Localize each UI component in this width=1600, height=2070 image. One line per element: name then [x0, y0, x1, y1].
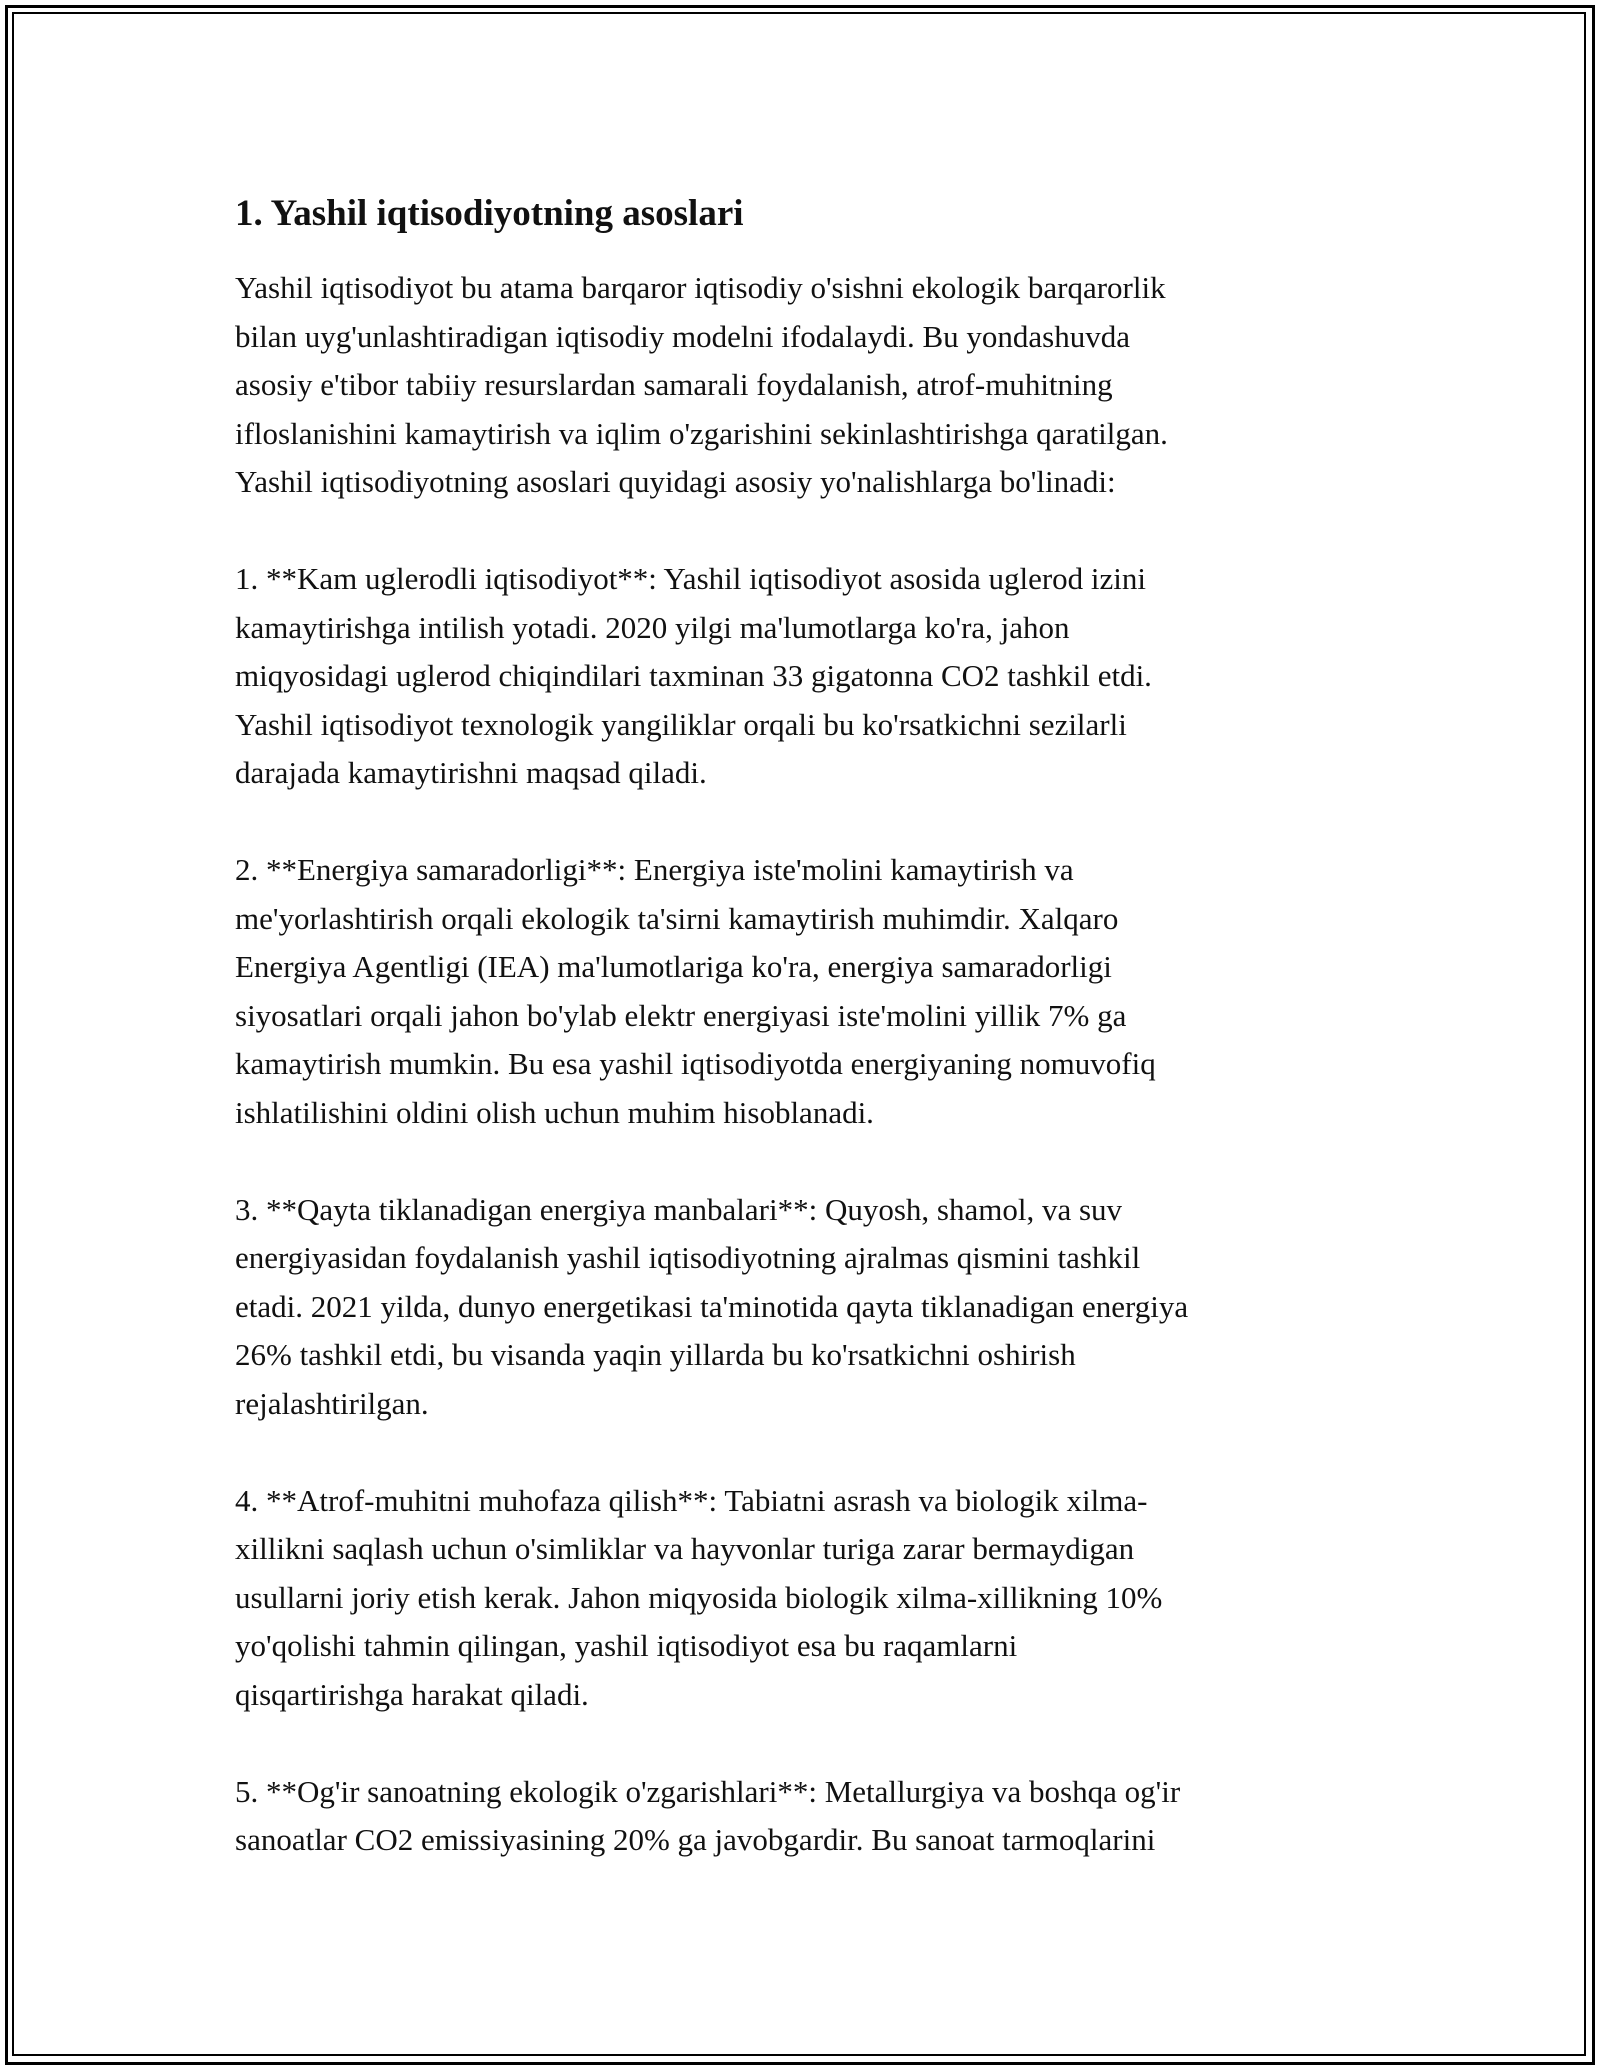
- paragraph-item-3: [235, 1186, 1375, 1429]
- text-line: siyosatlari orqali jahon bo'ylab elektr energiyasi iste'molini yillik 7% ga: [235, 997, 1127, 1033]
- text-line: Energiya Agentligi (IEA) ma'lumotlariga ko'ra, energiya samaradorligi: [235, 949, 1112, 984]
- text-line: me'yorlashtirish orqali ekologik ta'sirni kamaytirish muhimdir. Xalqaro: [235, 900, 1119, 936]
- paragraph-item-4: [235, 1477, 1375, 1720]
- paragraph-item-1: [235, 555, 1375, 798]
- text-line: usullarni joriy etish kerak. Jahon miqyosida biologik xilma-xillikning 10%: [235, 1579, 1163, 1615]
- text-line: xillikni saqlash uchun o'simliklar va hayvonlar turiga zarar bermaydigan: [235, 1531, 1135, 1566]
- text-line: 2. **Energiya samaradorligi**: Energiya iste'molini kamaytirish va: [235, 852, 1074, 887]
- paragraph-item-2: [235, 846, 1375, 1137]
- text-line: 3. **Qayta tiklanadigan energiya manbalari**: Quyosh, shamol, va suv: [235, 1191, 1123, 1227]
- section-title: 1. Yashil iqtisodiyotning asoslari: [235, 193, 744, 234]
- text-line: kamaytirishga intilish yotadi. 2020 yilgi ma'lumotlarga ko'ra, jahon: [235, 609, 1070, 645]
- text-line: sanoatlar CO2 emissiyasining 20% ga javobgardir. Bu sanoat tarmoqlarini: [235, 1822, 1156, 1857]
- text-line: 26% tashkil etdi, bu visanda yaqin yillarda bu ko'rsatkichni oshirish: [235, 1337, 1076, 1372]
- text-line: 4. **Atrof-muhitni muhofaza qilish**: Tabiatni asrash va biologik xilma-: [235, 1482, 1148, 1518]
- text-line: ifloslanishini kamaytirish va iqlim o'zgarishini sekinlashtirishga qaratilgan.: [235, 415, 1168, 451]
- text-line: Yashil iqtisodiyot bu atama barqaror iqtisodiy o'sishni ekologik barqarorlik: [235, 270, 1166, 305]
- text-line: yo'qolishi tahmin qilingan, yashil iqtisodiyot esa bu raqamlarni: [235, 1628, 1018, 1663]
- text-line: ishlatilishini oldini olish uchun muhim hisoblanadi.: [235, 1094, 874, 1130]
- text-line: asosiy e'tibor tabiiy resurslardan samarali foydalanish, atrof-muhitning: [235, 367, 1113, 402]
- document-body: [235, 186, 1375, 1913]
- text-line: rejalashtirilgan.: [235, 1385, 429, 1421]
- text-line: energiyasidan foydalanish yashil iqtisodiyotning ajralmas qismini tashkil: [235, 1240, 1141, 1275]
- text-line: 1. **Kam uglerodli iqtisodiyot**: Yashil iqtisodiyot asosida uglerod izini: [235, 561, 1147, 596]
- text-line: etadi. 2021 yilda, dunyo energetikasi ta'minotida qayta tiklanadigan energiya: [235, 1288, 1189, 1324]
- text-line: kamaytirish mumkin. Bu esa yashil iqtisodiyotda energiyaning nomuvofiq: [235, 1046, 1156, 1081]
- paragraph-item-5: [235, 1768, 1375, 1865]
- text-line: bilan uyg'unlashtiradigan iqtisodiy modelni ifodalaydi. Bu yondashuvda: [235, 318, 1130, 354]
- text-line: qisqartirishga harakat qiladi.: [235, 1676, 589, 1712]
- text-line: 5. **Og'ir sanoatning ekologik o'zgarishlari**: Metallurgiya va boshqa og'ir: [235, 1773, 1181, 1809]
- text-line: Yashil iqtisodiyot texnologik yangiliklar orqali bu ko'rsatkichni sezilarli: [235, 706, 1127, 742]
- text-line: darajada kamaytirishni maqsad qiladi.: [235, 755, 707, 790]
- paragraph-intro: [235, 264, 1375, 507]
- text-line: miqyosidagi uglerod chiqindilari taxminan 33 gigatonna CO2 tashkil etdi.: [235, 658, 1152, 693]
- text-line: Yashil iqtisodiyotning asoslari quyidagi asosiy yo'nalishlarga bo'linadi:: [235, 464, 1116, 499]
